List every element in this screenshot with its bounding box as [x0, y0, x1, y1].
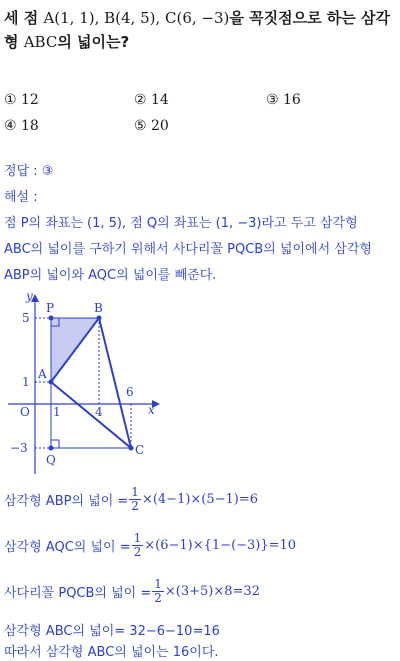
question-part: 의 넓이는? — [57, 33, 130, 51]
equation-label: 사다리꼴 PQCB의 넓이 = — [4, 586, 152, 601]
y-axis-label: y — [26, 289, 33, 303]
choice-marker: ② — [134, 92, 147, 108]
fraction — [152, 578, 164, 605]
label-p: P — [46, 301, 55, 315]
choice-value: 14 — [151, 92, 169, 108]
answer-line: 정답 : ③ — [4, 164, 54, 179]
fraction — [132, 532, 144, 559]
label-b: B — [94, 301, 103, 315]
explanation-label: 해설 : — [4, 190, 38, 205]
label-q: Q — [46, 453, 56, 467]
choice-marker: ⑤ — [134, 118, 147, 134]
choice-value: 16 — [283, 92, 301, 108]
question-text — [4, 6, 396, 54]
equation-rest: ×(6−1)×{1−(−3)}=10 — [144, 538, 297, 553]
fraction-denominator: 2 — [133, 545, 142, 559]
tick-x-6: 6 — [126, 385, 134, 399]
tick-x-1: 1 — [53, 405, 61, 419]
choice-value: 18 — [21, 118, 39, 134]
fraction-numerator: 1 — [131, 485, 139, 499]
point-p — [49, 316, 54, 321]
tick-y-1: 1 — [22, 375, 30, 389]
equation-label: 삼각형 ABP의 넓이 = — [4, 494, 129, 509]
choice-2[interactable] — [134, 91, 169, 109]
equation-label: 삼각형 AQC의 넓이 = — [4, 540, 131, 555]
tick-y-5: 5 — [22, 311, 30, 325]
point-b — [97, 316, 102, 321]
equation-aqc — [4, 532, 296, 562]
label-a: A — [38, 367, 47, 381]
equation-rest: ×(3+5)×8=32 — [164, 584, 260, 599]
label-c: C — [135, 443, 145, 457]
tick-x-4: 4 — [95, 405, 103, 419]
choice-marker: ④ — [4, 118, 17, 134]
question-points: A(1, 1), B(4, 5), C(6, −3) — [43, 9, 230, 27]
point-c — [129, 446, 134, 451]
fraction-numerator: 1 — [133, 531, 142, 545]
equation-abp — [4, 486, 258, 516]
point-a — [49, 380, 54, 385]
choice-5[interactable] — [134, 117, 169, 135]
question-part: 을 꼭짓점으로 하는 삼각 — [229, 9, 390, 27]
fraction-denominator: 2 — [131, 499, 139, 513]
choice-marker: ① — [4, 92, 17, 108]
explanation-line-1: 점 P의 좌표는 (1, 5), 점 Q의 좌표는 (1, −3)라고 두고 삼각형 — [4, 216, 358, 231]
question-part: 형 — [4, 33, 24, 51]
choice-value: 20 — [151, 118, 169, 134]
choice-marker: ③ — [266, 92, 279, 108]
equation-pqcb — [4, 578, 260, 608]
question-triangle: ABC — [23, 33, 58, 51]
explanation-line-3: ABP의 넓이와 AQC의 넓이를 빼준다. — [4, 268, 217, 283]
point-q — [49, 446, 54, 451]
question-part: 세 점 — [4, 9, 44, 27]
origin-label: O — [20, 405, 30, 419]
choice-value: 12 — [21, 92, 39, 108]
choice-4[interactable] — [4, 117, 39, 135]
explanation-line-2: ABC의 넓이를 구하기 위해서 사다리꼴 PQCB의 넓이에서 삼각형 — [4, 242, 372, 257]
conclusion-line-2: 따라서 삼각형 ABC의 넓이는 16이다. — [4, 645, 219, 660]
fraction-numerator: 1 — [154, 577, 162, 591]
conclusion-line-1: 삼각형 ABC의 넓이= 32−6−10=16 — [4, 624, 220, 639]
coordinate-graph — [0, 288, 170, 478]
tick-y-neg3: −3 — [10, 441, 28, 455]
choice-3[interactable] — [266, 91, 301, 109]
x-axis-label: x — [148, 403, 155, 417]
fraction-denominator: 2 — [154, 591, 162, 605]
fraction — [129, 486, 141, 513]
choice-1[interactable] — [4, 91, 39, 109]
equation-rest: ×(4−1)×(5−1)=6 — [141, 492, 259, 507]
